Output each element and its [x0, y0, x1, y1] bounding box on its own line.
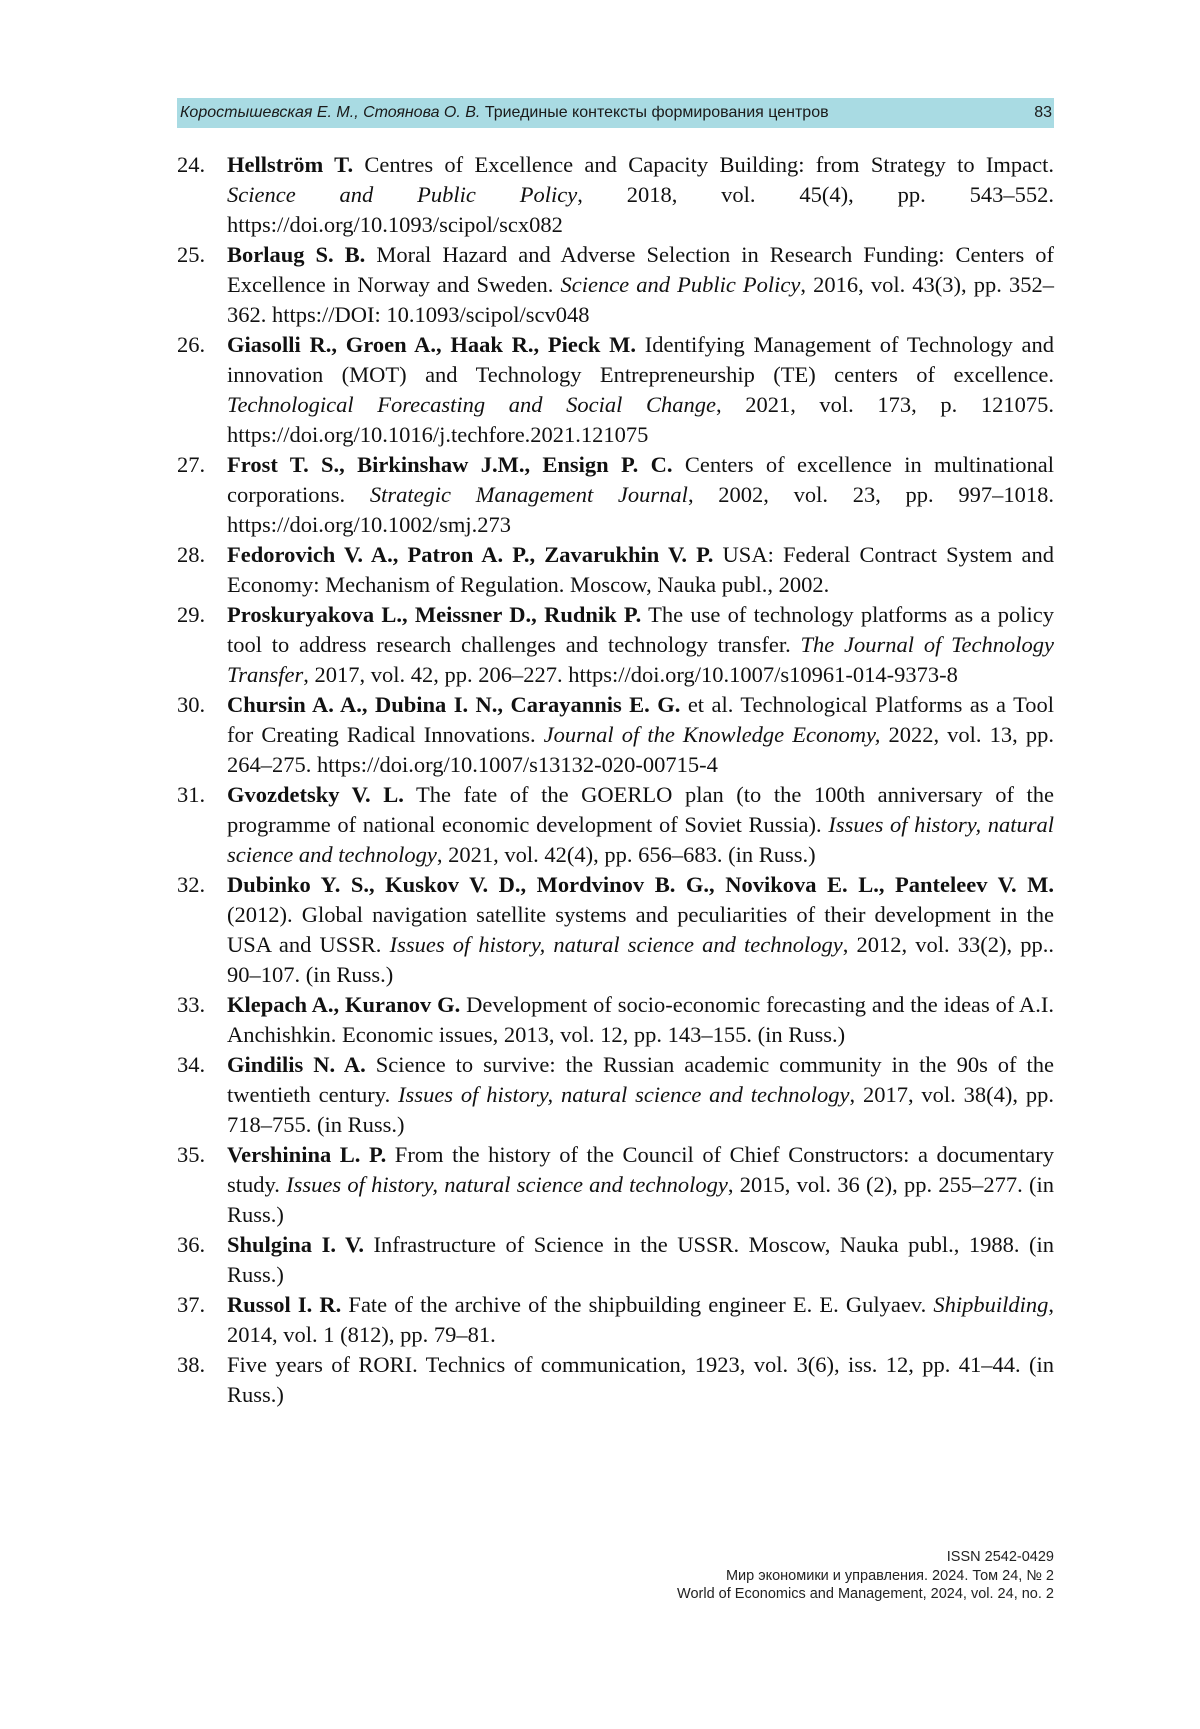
reference-journal: The Journal of Technology Transfer	[227, 632, 1054, 687]
reference-body	[227, 240, 1054, 330]
reference-journal: Issues of history, natural science and technology	[227, 812, 1054, 867]
reference-details: , 2002, vol. 23, pp. 997–1018. https://doi.org/10.1002/smj.273	[227, 482, 1054, 537]
reference-body	[227, 1350, 1054, 1410]
reference-details: 2022, vol. 13, pp. 264–275. https://doi.org/10.1007/s13132-020-00715-4	[227, 722, 1054, 777]
reference-text: Moral Hazard and Adverse Selection in Research Funding: Centers of Excellence in Norway and Sweden.	[227, 242, 1055, 297]
reference-body	[227, 600, 1054, 690]
reference-authors: Giasolli R., Groen A., Haak R., Pieck M.	[227, 332, 637, 357]
reference-number: 34.	[177, 1052, 206, 1077]
footer-issn: ISSN 2542-0429	[946, 1549, 1054, 1565]
reference-text: Centres of Excellence and Capacity Building: from Strategy to Impact.	[353, 152, 1054, 177]
reference-authors: Vershinina L. P.	[227, 1142, 387, 1167]
reference-body	[227, 330, 1054, 450]
reference-journal: Technological Forecasting and Social Change	[227, 392, 716, 417]
journal-footer	[677, 1548, 1054, 1604]
reference-number: 26.	[177, 332, 206, 357]
reference-number: 30.	[177, 692, 206, 717]
reference-item	[177, 780, 1054, 870]
reference-details: , 2021, vol. 42(4), pp. 656–683. (in Russ.)	[436, 842, 816, 867]
reference-item	[177, 450, 1054, 540]
reference-body	[227, 1050, 1054, 1140]
reference-text: (2012). Global navigation satellite systems and peculiarities of their development in the USA and USSR.	[227, 902, 1054, 957]
reference-authors: Klepach A., Kuranov G.	[227, 992, 461, 1017]
reference-number: 36.	[177, 1232, 206, 1257]
reference-number: 35.	[177, 1142, 206, 1167]
reference-details: , 2014, vol. 1 (812), pp. 79–81.	[227, 1292, 1054, 1347]
reference-body	[227, 690, 1054, 780]
page-number: 83	[1034, 104, 1052, 121]
reference-item	[177, 150, 1054, 240]
reference-item	[177, 1290, 1054, 1350]
reference-text: Identifying Management of Technology and innovation (MOT) and Technology Entrepreneurship (TE) centers of excellence.	[227, 332, 1054, 387]
footer-en-citation: World of Economics and Management, 2024, vol. 24, no. 2	[677, 1586, 1054, 1602]
reference-number: 27.	[177, 452, 206, 477]
reference-body	[227, 780, 1054, 870]
reference-item	[177, 240, 1054, 330]
reference-body	[227, 990, 1054, 1050]
reference-text: Infrastructure of Science in the USSR. Moscow, Nauka publ., 1988. (in Russ.)	[227, 1232, 1054, 1287]
reference-details: , 2015, vol. 36 (2), pp. 255–277. (in Russ.)	[227, 1172, 1054, 1227]
reference-body	[227, 540, 1054, 600]
header-authors: Коростышевская Е. М., Стоянова О. В.	[180, 104, 481, 121]
reference-journal: Science and Public Policy	[560, 272, 801, 297]
reference-item	[177, 1140, 1054, 1230]
reference-number: 25.	[177, 242, 206, 267]
reference-journal: Shipbuilding	[933, 1292, 1049, 1317]
reference-item	[177, 870, 1054, 990]
reference-journal: Science and Public Policy	[227, 182, 578, 207]
reference-item	[177, 1350, 1054, 1410]
reference-item	[177, 690, 1054, 780]
reference-authors: Frost T. S., Birkinshaw J.M., Ensign P. C.	[227, 452, 673, 477]
reference-item	[177, 1230, 1054, 1290]
reference-number: 31.	[177, 782, 206, 807]
reference-details: , 2017, vol. 42, pp. 206–227. https://doi.org/10.1007/s10961-014-9373-8	[303, 662, 958, 687]
reference-item	[177, 330, 1054, 450]
reference-authors: Shulgina I. V.	[227, 1232, 365, 1257]
reference-number: 33.	[177, 992, 206, 1017]
reference-body	[227, 150, 1054, 240]
reference-details: , 2012, vol. 33(2), pp.. 90–107. (in Russ.)	[227, 932, 1054, 987]
footer-ru-citation: Мир экономики и управления. 2024. Том 24, № 2	[725, 1567, 1054, 1584]
reference-authors: Dubinko Y. S., Kuskov V. D., Mordvinov B. G., Novikova E. L., Panteleev V. M.	[227, 872, 1054, 897]
reference-authors: Gvozdetsky V. L.	[227, 782, 404, 807]
reference-text: et al. Technological Platforms as a Tool for Creating Radical Innovations.	[227, 692, 1054, 747]
reference-authors: Russol I. R.	[227, 1292, 342, 1317]
reference-item	[177, 1050, 1054, 1140]
reference-number: 37.	[177, 1292, 206, 1317]
reference-body	[227, 1290, 1054, 1350]
reference-number: 38.	[177, 1352, 206, 1377]
reference-journal: Journal of the Knowledge Economy,	[543, 722, 881, 747]
reference-item	[177, 540, 1054, 600]
reference-text: The fate of the GOERLO plan (to the 100th anniversary of the programme of national economic development of Soviet Russia).	[227, 782, 1054, 837]
reference-journal: Issues of history, natural science and technology	[389, 932, 843, 957]
reference-body	[227, 1140, 1054, 1230]
running-header	[177, 98, 1054, 128]
reference-journal: Strategic Management Journal	[369, 482, 688, 507]
reference-number: 28.	[177, 542, 206, 567]
reference-details: , 2017, vol. 38(4), pp. 718–755. (in Russ.)	[227, 1082, 1054, 1137]
reference-item	[177, 990, 1054, 1050]
reference-body	[227, 870, 1054, 990]
reference-text: The use of technology platforms as a policy tool to address research challenges and technology transfer.	[227, 602, 1054, 657]
reference-number: 24.	[177, 152, 206, 177]
reference-authors: Hellström T.	[227, 152, 354, 177]
reference-item	[177, 600, 1054, 690]
reference-text: From the history of the Council of Chief Constructors: a documentary study.	[227, 1142, 1054, 1197]
reference-details: , 2018, vol. 45(4), pp. 543–552. https://doi.org/10.1093/scipol/scx082	[227, 182, 1054, 237]
reference-journal: Issues of history, natural science and technology	[398, 1082, 850, 1107]
reference-authors: Chursin A. A., Dubina I. N., Carayannis E. G.	[227, 692, 681, 717]
reference-authors: Proskuryakova L., Meissner D., Rudnik P.	[227, 602, 642, 627]
reference-body	[227, 1230, 1054, 1290]
reference-number: 29.	[177, 602, 206, 627]
reference-journal: Issues of history, natural science and technology	[286, 1172, 728, 1197]
reference-list	[177, 150, 1054, 1410]
reference-text: USA: Federal Contract System and Economy: Mechanism of Regulation. Moscow, Nauka publ., 2002.	[227, 542, 1054, 597]
reference-text: Centers of excellence in multinational corporations.	[227, 452, 1054, 507]
reference-details: , 2021, vol. 173, p. 121075. https://doi.org/10.1016/j.techfore.2021.121075	[227, 392, 1054, 447]
reference-body	[227, 450, 1054, 540]
reference-text: Development of socio-economic forecasting and the ideas of A.I. Anchishkin. Economic issues, 2013, vol. 12, pp. 143–155. (in Russ.)	[227, 992, 1054, 1047]
reference-authors: Borlaug S. B.	[227, 242, 366, 267]
reference-text: Five years of RORI. Technics of communication, 1923, vol. 3(6), iss. 12, pp. 41–44. (in Russ.)	[227, 1352, 1054, 1407]
reference-text: Science to survive: the Russian academic community in the 90s of the twentieth century.	[227, 1052, 1054, 1107]
reference-authors: Fedorovich V. A., Patron A. P., Zavarukhin V. P.	[227, 542, 714, 567]
reference-text: Fate of the archive of the shipbuilding engineer E. E. Gulyaev.	[341, 1292, 934, 1317]
reference-authors: Gindilis N. A.	[227, 1052, 366, 1077]
header-citation	[180, 104, 829, 122]
header-title: Триединые контексты формирования центров	[484, 104, 829, 121]
reference-details: , 2016, vol. 43(3), pp. 352–362. https://DOI: 10.1093/scipol/scv048	[227, 272, 1054, 327]
reference-number: 32.	[177, 872, 206, 897]
